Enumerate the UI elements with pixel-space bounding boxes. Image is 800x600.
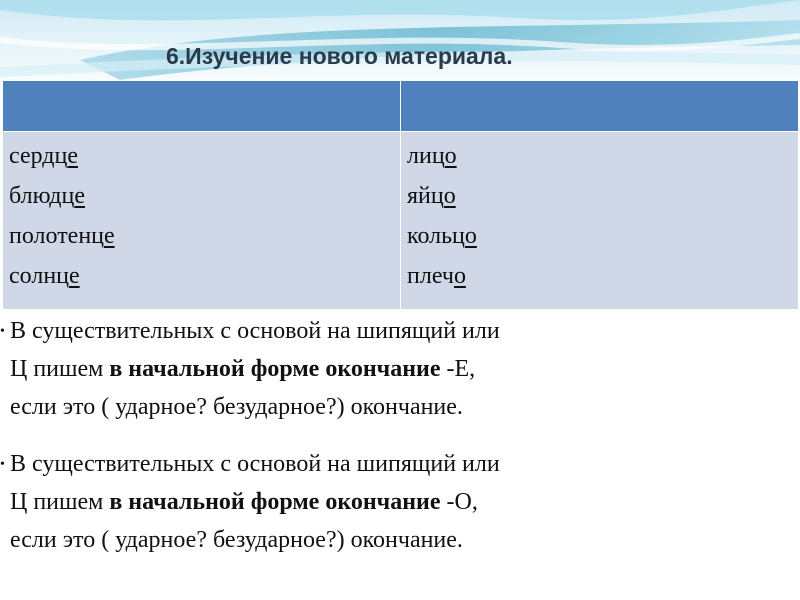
word-item: блюдце bbox=[9, 183, 86, 209]
word-table bbox=[2, 80, 799, 310]
word-ending: о bbox=[444, 143, 457, 169]
slide-title: 6.Изучение нового материала. bbox=[166, 43, 513, 69]
word-ending: е bbox=[74, 183, 86, 209]
rule-emphasis: в начальной форме окончание bbox=[109, 356, 441, 382]
word-ending: о bbox=[443, 183, 456, 209]
word-ending: о bbox=[453, 263, 466, 289]
word-column-o bbox=[401, 132, 799, 310]
word-ending: е bbox=[69, 263, 80, 289]
word-ending: о bbox=[464, 223, 477, 249]
word-item: плечо bbox=[407, 263, 466, 289]
table-header-cell bbox=[401, 81, 799, 132]
word-item: полотенце bbox=[9, 223, 115, 249]
table-header-cell bbox=[3, 81, 401, 132]
word-item: сердце bbox=[9, 143, 78, 169]
word-item: лицо bbox=[407, 143, 457, 169]
rule-e: • В существительных с основой на шипящий или Ц пишем в начальной форме окончание -Е, если это ( ударное? безударное?) окончание. bbox=[0, 312, 800, 426]
word-item: яйцо bbox=[407, 183, 456, 209]
bullet-icon: • bbox=[0, 324, 5, 340]
word-ending: е bbox=[104, 223, 115, 249]
rule-o: • В существительных с основой на шипящий или Ц пишем в начальной форме окончание -О, если это ( ударное? безударное?) окончание. bbox=[0, 445, 800, 559]
rule-emphasis: в начальной форме окончание bbox=[109, 489, 441, 515]
word-item: кольцо bbox=[407, 223, 477, 249]
word-item: солнце bbox=[9, 263, 80, 289]
table-header-row bbox=[3, 81, 799, 132]
bullet-icon: • bbox=[0, 457, 5, 473]
word-ending: е bbox=[67, 143, 78, 169]
table-row bbox=[3, 132, 799, 310]
word-column-e bbox=[3, 132, 401, 310]
